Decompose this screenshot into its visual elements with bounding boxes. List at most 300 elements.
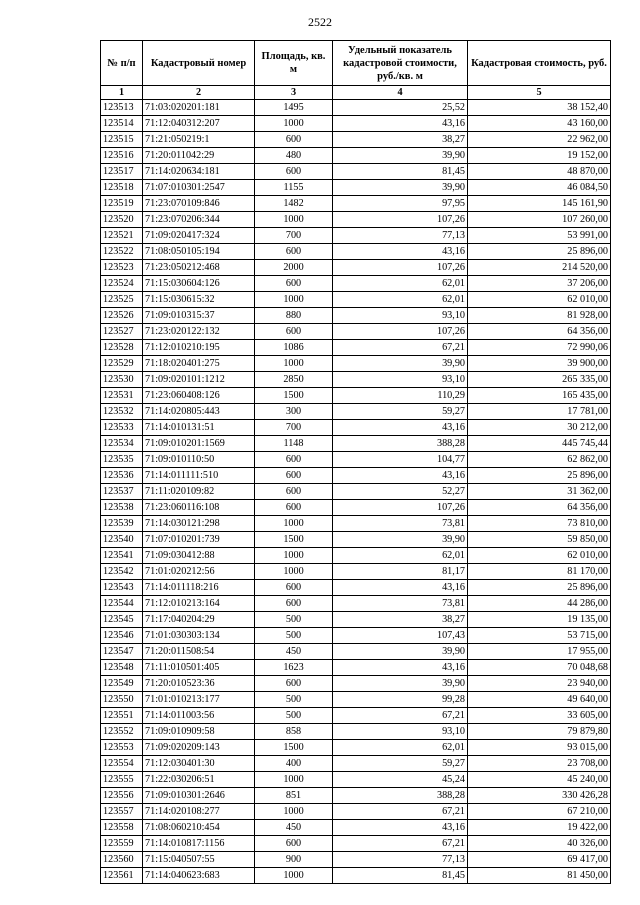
cadastral-number-cell: 71:14:011118:216 bbox=[143, 580, 255, 596]
row-number-cell: 123559 bbox=[101, 836, 143, 852]
column-number: 4 bbox=[333, 86, 468, 100]
row-number-cell: 123557 bbox=[101, 804, 143, 820]
area-cell: 500 bbox=[255, 692, 333, 708]
row-number-cell: 123514 bbox=[101, 116, 143, 132]
cadastral-value-cell: 44 286,00 bbox=[468, 596, 611, 612]
table-row bbox=[101, 484, 611, 500]
table-row bbox=[101, 596, 611, 612]
area-cell: 500 bbox=[255, 612, 333, 628]
cadastral-number-cell: 71:20:011042:29 bbox=[143, 148, 255, 164]
cadastral-number-cell: 71:23:070109:846 bbox=[143, 196, 255, 212]
cadastral-value-cell: 214 520,00 bbox=[468, 260, 611, 276]
cadastral-value-cell: 265 335,00 bbox=[468, 372, 611, 388]
cadastral-number-cell: 71:01:010213:177 bbox=[143, 692, 255, 708]
table-row bbox=[101, 820, 611, 836]
unit-value-cell: 39,90 bbox=[333, 532, 468, 548]
row-number-cell: 123550 bbox=[101, 692, 143, 708]
cadastral-number-cell: 71:15:030615:32 bbox=[143, 292, 255, 308]
cadastral-value-cell: 93 015,00 bbox=[468, 740, 611, 756]
area-cell: 880 bbox=[255, 308, 333, 324]
table-row bbox=[101, 852, 611, 868]
row-number-cell: 123552 bbox=[101, 724, 143, 740]
cadastral-number-cell: 71:14:040623:683 bbox=[143, 868, 255, 884]
unit-value-cell: 43,16 bbox=[333, 420, 468, 436]
table-row bbox=[101, 228, 611, 244]
unit-value-cell: 99,28 bbox=[333, 692, 468, 708]
unit-value-cell: 110,29 bbox=[333, 388, 468, 404]
column-number: 2 bbox=[143, 86, 255, 100]
cadastral-value-cell: 145 161,90 bbox=[468, 196, 611, 212]
table-row bbox=[101, 372, 611, 388]
row-number-cell: 123540 bbox=[101, 532, 143, 548]
table-row bbox=[101, 148, 611, 164]
area-cell: 450 bbox=[255, 644, 333, 660]
cadastral-value-cell: 81 170,00 bbox=[468, 564, 611, 580]
area-cell: 600 bbox=[255, 164, 333, 180]
cadastral-number-cell: 71:23:060408:126 bbox=[143, 388, 255, 404]
cadastral-number-cell: 71:15:040507:55 bbox=[143, 852, 255, 868]
header-area: Площадь, кв. м bbox=[255, 41, 333, 86]
cadastral-value-cell: 59 850,00 bbox=[468, 532, 611, 548]
row-number-cell: 123539 bbox=[101, 516, 143, 532]
header-row-number: № п/п bbox=[101, 41, 143, 86]
table-row bbox=[101, 564, 611, 580]
table-row bbox=[101, 276, 611, 292]
table-row bbox=[101, 196, 611, 212]
cadastral-number-cell: 71:09:010110:50 bbox=[143, 452, 255, 468]
row-number-cell: 123538 bbox=[101, 500, 143, 516]
cadastral-number-cell: 71:14:011003:56 bbox=[143, 708, 255, 724]
area-cell: 1482 bbox=[255, 196, 333, 212]
cadastral-value-cell: 72 990,06 bbox=[468, 340, 611, 356]
area-cell: 600 bbox=[255, 132, 333, 148]
area-cell: 600 bbox=[255, 596, 333, 612]
table-row bbox=[101, 244, 611, 260]
cadastral-number-cell: 71:21:050219:1 bbox=[143, 132, 255, 148]
table-row bbox=[101, 724, 611, 740]
cadastral-value-cell: 46 084,50 bbox=[468, 180, 611, 196]
unit-value-cell: 107,26 bbox=[333, 324, 468, 340]
table-row bbox=[101, 308, 611, 324]
cadastral-number-cell: 71:23:050212:468 bbox=[143, 260, 255, 276]
cadastral-number-cell: 71:01:020212:56 bbox=[143, 564, 255, 580]
column-number-row bbox=[101, 86, 611, 100]
cadastral-number-cell: 71:23:070206:344 bbox=[143, 212, 255, 228]
row-number-cell: 123533 bbox=[101, 420, 143, 436]
area-cell: 400 bbox=[255, 756, 333, 772]
unit-value-cell: 73,81 bbox=[333, 596, 468, 612]
cadastral-value-cell: 73 810,00 bbox=[468, 516, 611, 532]
header-unit-value: Удельный показатель кадастровой стоимости, руб./кв. м bbox=[333, 41, 468, 86]
table-row bbox=[101, 836, 611, 852]
table-row bbox=[101, 100, 611, 116]
area-cell: 2000 bbox=[255, 260, 333, 276]
row-number-cell: 123551 bbox=[101, 708, 143, 724]
cadastral-value-cell: 330 426,28 bbox=[468, 788, 611, 804]
table-row bbox=[101, 644, 611, 660]
area-cell: 600 bbox=[255, 452, 333, 468]
table-row bbox=[101, 516, 611, 532]
area-cell: 450 bbox=[255, 820, 333, 836]
table-row bbox=[101, 500, 611, 516]
area-cell: 500 bbox=[255, 628, 333, 644]
cadastral-value-cell: 445 745,44 bbox=[468, 436, 611, 452]
cadastral-value-cell: 19 422,00 bbox=[468, 820, 611, 836]
cadastral-value-cell: 70 048,68 bbox=[468, 660, 611, 676]
row-number-cell: 123549 bbox=[101, 676, 143, 692]
cadastral-value-cell: 81 450,00 bbox=[468, 868, 611, 884]
area-cell: 700 bbox=[255, 228, 333, 244]
unit-value-cell: 73,81 bbox=[333, 516, 468, 532]
area-cell: 1500 bbox=[255, 532, 333, 548]
unit-value-cell: 77,13 bbox=[333, 852, 468, 868]
area-cell: 1000 bbox=[255, 548, 333, 564]
unit-value-cell: 107,26 bbox=[333, 500, 468, 516]
cadastral-number-cell: 71:09:020209:143 bbox=[143, 740, 255, 756]
row-number-cell: 123529 bbox=[101, 356, 143, 372]
unit-value-cell: 81,17 bbox=[333, 564, 468, 580]
cadastral-number-cell: 71:09:020101:1212 bbox=[143, 372, 255, 388]
cadastral-number-cell: 71:15:030604:126 bbox=[143, 276, 255, 292]
cadastral-number-cell: 71:23:060116:108 bbox=[143, 500, 255, 516]
unit-value-cell: 62,01 bbox=[333, 548, 468, 564]
cadastral-value-cell: 25 896,00 bbox=[468, 580, 611, 596]
row-number-cell: 123532 bbox=[101, 404, 143, 420]
cadastral-value-cell: 69 417,00 bbox=[468, 852, 611, 868]
row-number-cell: 123531 bbox=[101, 388, 143, 404]
area-cell: 1500 bbox=[255, 740, 333, 756]
cadastral-number-cell: 71:14:020805:443 bbox=[143, 404, 255, 420]
unit-value-cell: 107,26 bbox=[333, 212, 468, 228]
cadastral-number-cell: 71:01:030303:134 bbox=[143, 628, 255, 644]
unit-value-cell: 62,01 bbox=[333, 740, 468, 756]
cadastral-number-cell: 71:14:010817:1156 bbox=[143, 836, 255, 852]
row-number-cell: 123519 bbox=[101, 196, 143, 212]
unit-value-cell: 81,45 bbox=[333, 164, 468, 180]
cadastral-number-cell: 71:12:040312:207 bbox=[143, 116, 255, 132]
row-number-cell: 123561 bbox=[101, 868, 143, 884]
cadastral-value-cell: 62 862,00 bbox=[468, 452, 611, 468]
unit-value-cell: 39,90 bbox=[333, 180, 468, 196]
area-cell: 1000 bbox=[255, 804, 333, 820]
column-number: 1 bbox=[101, 86, 143, 100]
unit-value-cell: 388,28 bbox=[333, 436, 468, 452]
table-row bbox=[101, 340, 611, 356]
table-row bbox=[101, 676, 611, 692]
cadastral-number-cell: 71:20:011508:54 bbox=[143, 644, 255, 660]
row-number-cell: 123536 bbox=[101, 468, 143, 484]
cadastral-value-cell: 165 435,00 bbox=[468, 388, 611, 404]
area-cell: 500 bbox=[255, 708, 333, 724]
unit-value-cell: 25,52 bbox=[333, 100, 468, 116]
cadastral-value-cell: 22 962,00 bbox=[468, 132, 611, 148]
row-number-cell: 123528 bbox=[101, 340, 143, 356]
area-cell: 1155 bbox=[255, 180, 333, 196]
row-number-cell: 123535 bbox=[101, 452, 143, 468]
cadastral-value-cell: 37 206,00 bbox=[468, 276, 611, 292]
row-number-cell: 123513 bbox=[101, 100, 143, 116]
cadastral-number-cell: 71:20:010523:36 bbox=[143, 676, 255, 692]
row-number-cell: 123553 bbox=[101, 740, 143, 756]
area-cell: 300 bbox=[255, 404, 333, 420]
table-row bbox=[101, 260, 611, 276]
table-row bbox=[101, 788, 611, 804]
row-number-cell: 123521 bbox=[101, 228, 143, 244]
unit-value-cell: 43,16 bbox=[333, 468, 468, 484]
row-number-cell: 123534 bbox=[101, 436, 143, 452]
cadastral-number-cell: 71:11:020109:82 bbox=[143, 484, 255, 500]
table-row bbox=[101, 692, 611, 708]
area-cell: 1000 bbox=[255, 292, 333, 308]
unit-value-cell: 67,21 bbox=[333, 804, 468, 820]
cadastral-number-cell: 71:11:010501:405 bbox=[143, 660, 255, 676]
cadastral-value-cell: 67 210,00 bbox=[468, 804, 611, 820]
row-number-cell: 123525 bbox=[101, 292, 143, 308]
table-row bbox=[101, 548, 611, 564]
unit-value-cell: 52,27 bbox=[333, 484, 468, 500]
area-cell: 600 bbox=[255, 836, 333, 852]
row-number-cell: 123516 bbox=[101, 148, 143, 164]
unit-value-cell: 38,27 bbox=[333, 612, 468, 628]
cadastral-value-cell: 19 152,00 bbox=[468, 148, 611, 164]
cadastral-number-cell: 71:09:010315:37 bbox=[143, 308, 255, 324]
row-number-cell: 123554 bbox=[101, 756, 143, 772]
cadastral-number-cell: 71:23:020122:132 bbox=[143, 324, 255, 340]
unit-value-cell: 43,16 bbox=[333, 820, 468, 836]
cadastral-value-cell: 79 879,80 bbox=[468, 724, 611, 740]
unit-value-cell: 43,16 bbox=[333, 244, 468, 260]
table-row bbox=[101, 612, 611, 628]
table-row bbox=[101, 164, 611, 180]
unit-value-cell: 93,10 bbox=[333, 308, 468, 324]
row-number-cell: 123545 bbox=[101, 612, 143, 628]
cadastral-number-cell: 71:08:050105:194 bbox=[143, 244, 255, 260]
unit-value-cell: 38,27 bbox=[333, 132, 468, 148]
table-body bbox=[101, 100, 611, 884]
cadastral-number-cell: 71:09:020417:324 bbox=[143, 228, 255, 244]
cadastral-number-cell: 71:14:020634:181 bbox=[143, 164, 255, 180]
area-cell: 1000 bbox=[255, 564, 333, 580]
unit-value-cell: 107,43 bbox=[333, 628, 468, 644]
cadastral-value-cell: 30 212,00 bbox=[468, 420, 611, 436]
cadastral-number-cell: 71:22:030206:51 bbox=[143, 772, 255, 788]
row-number-cell: 123548 bbox=[101, 660, 143, 676]
cadastral-value-cell: 33 605,00 bbox=[468, 708, 611, 724]
cadastral-value-cell: 64 356,00 bbox=[468, 500, 611, 516]
unit-value-cell: 107,26 bbox=[333, 260, 468, 276]
area-cell: 1148 bbox=[255, 436, 333, 452]
cadastral-value-cell: 17 955,00 bbox=[468, 644, 611, 660]
area-cell: 1086 bbox=[255, 340, 333, 356]
table-row bbox=[101, 132, 611, 148]
cadastral-value-cell: 31 362,00 bbox=[468, 484, 611, 500]
unit-value-cell: 81,45 bbox=[333, 868, 468, 884]
page-number: 2522 bbox=[308, 15, 332, 29]
unit-value-cell: 59,27 bbox=[333, 756, 468, 772]
unit-value-cell: 388,28 bbox=[333, 788, 468, 804]
cadastral-number-cell: 71:14:011111:510 bbox=[143, 468, 255, 484]
area-cell: 1000 bbox=[255, 772, 333, 788]
cadastral-value-cell: 39 900,00 bbox=[468, 356, 611, 372]
area-cell: 600 bbox=[255, 676, 333, 692]
table-row bbox=[101, 436, 611, 452]
unit-value-cell: 67,21 bbox=[333, 836, 468, 852]
row-number-cell: 123558 bbox=[101, 820, 143, 836]
area-cell: 600 bbox=[255, 276, 333, 292]
cadastral-value-cell: 23 940,00 bbox=[468, 676, 611, 692]
cadastral-number-cell: 71:18:020401:275 bbox=[143, 356, 255, 372]
cadastral-number-cell: 71:07:010201:739 bbox=[143, 532, 255, 548]
table-row bbox=[101, 660, 611, 676]
unit-value-cell: 62,01 bbox=[333, 292, 468, 308]
row-number-cell: 123520 bbox=[101, 212, 143, 228]
cadastral-number-cell: 71:14:030121:298 bbox=[143, 516, 255, 532]
row-number-cell: 123542 bbox=[101, 564, 143, 580]
cadastral-value-cell: 38 152,40 bbox=[468, 100, 611, 116]
area-cell: 1000 bbox=[255, 356, 333, 372]
area-cell: 1623 bbox=[255, 660, 333, 676]
area-cell: 858 bbox=[255, 724, 333, 740]
table-row bbox=[101, 116, 611, 132]
header-cadastral-value: Кадастровая стоимость, руб. bbox=[468, 41, 611, 86]
unit-value-cell: 93,10 bbox=[333, 372, 468, 388]
cadastral-number-cell: 71:14:020108:277 bbox=[143, 804, 255, 820]
cadastral-number-cell: 71:09:010201:1569 bbox=[143, 436, 255, 452]
area-cell: 1000 bbox=[255, 212, 333, 228]
cadastral-value-cell: 62 010,00 bbox=[468, 548, 611, 564]
area-cell: 1500 bbox=[255, 388, 333, 404]
cadastral-number-cell: 71:14:010131:51 bbox=[143, 420, 255, 436]
cadastral-number-cell: 71:12:010213:164 bbox=[143, 596, 255, 612]
unit-value-cell: 43,16 bbox=[333, 580, 468, 596]
row-number-cell: 123517 bbox=[101, 164, 143, 180]
unit-value-cell: 39,90 bbox=[333, 148, 468, 164]
cadastral-value-cell: 19 135,00 bbox=[468, 612, 611, 628]
area-cell: 2850 bbox=[255, 372, 333, 388]
cadastral-value-cell: 49 640,00 bbox=[468, 692, 611, 708]
table-row bbox=[101, 740, 611, 756]
table-header-row bbox=[101, 41, 611, 86]
unit-value-cell: 97,95 bbox=[333, 196, 468, 212]
column-number: 3 bbox=[255, 86, 333, 100]
unit-value-cell: 67,21 bbox=[333, 708, 468, 724]
table-row bbox=[101, 356, 611, 372]
area-cell: 600 bbox=[255, 244, 333, 260]
cadastral-value-cell: 62 010,00 bbox=[468, 292, 611, 308]
cadastral-number-cell: 71:12:030401:30 bbox=[143, 756, 255, 772]
cadastral-number-cell: 71:09:010909:58 bbox=[143, 724, 255, 740]
cadastral-value-cell: 53 715,00 bbox=[468, 628, 611, 644]
area-cell: 1000 bbox=[255, 116, 333, 132]
row-number-cell: 123526 bbox=[101, 308, 143, 324]
table-row bbox=[101, 468, 611, 484]
area-cell: 900 bbox=[255, 852, 333, 868]
row-number-cell: 123523 bbox=[101, 260, 143, 276]
cadastral-value-cell: 23 708,00 bbox=[468, 756, 611, 772]
row-number-cell: 123537 bbox=[101, 484, 143, 500]
row-number-cell: 123560 bbox=[101, 852, 143, 868]
cadastral-number-cell: 71:07:010301:2547 bbox=[143, 180, 255, 196]
cadastral-number-cell: 71:17:040204:29 bbox=[143, 612, 255, 628]
table-row bbox=[101, 756, 611, 772]
cadastral-value-cell: 81 928,00 bbox=[468, 308, 611, 324]
table-row bbox=[101, 404, 611, 420]
cadastral-number-cell: 71:12:010210:195 bbox=[143, 340, 255, 356]
table-row bbox=[101, 212, 611, 228]
area-cell: 851 bbox=[255, 788, 333, 804]
table-row bbox=[101, 868, 611, 884]
row-number-cell: 123543 bbox=[101, 580, 143, 596]
cadastral-value-cell: 25 896,00 bbox=[468, 244, 611, 260]
table-row bbox=[101, 708, 611, 724]
unit-value-cell: 77,13 bbox=[333, 228, 468, 244]
row-number-cell: 123515 bbox=[101, 132, 143, 148]
cadastral-value-cell: 53 991,00 bbox=[468, 228, 611, 244]
header-cadastral-number: Кадастровый номер bbox=[143, 41, 255, 86]
table-row bbox=[101, 324, 611, 340]
table-row bbox=[101, 772, 611, 788]
table-row bbox=[101, 628, 611, 644]
cadastral-number-cell: 71:09:010301:2646 bbox=[143, 788, 255, 804]
cadastral-value-cell: 40 326,00 bbox=[468, 836, 611, 852]
unit-value-cell: 39,90 bbox=[333, 644, 468, 660]
area-cell: 700 bbox=[255, 420, 333, 436]
unit-value-cell: 67,21 bbox=[333, 340, 468, 356]
area-cell: 1495 bbox=[255, 100, 333, 116]
cadastral-value-cell: 25 896,00 bbox=[468, 468, 611, 484]
table-row bbox=[101, 292, 611, 308]
cadastral-value-cell: 43 160,00 bbox=[468, 116, 611, 132]
area-cell: 600 bbox=[255, 500, 333, 516]
column-number: 5 bbox=[468, 86, 611, 100]
table-row bbox=[101, 452, 611, 468]
table-row bbox=[101, 580, 611, 596]
row-number-cell: 123530 bbox=[101, 372, 143, 388]
row-number-cell: 123541 bbox=[101, 548, 143, 564]
area-cell: 600 bbox=[255, 484, 333, 500]
cadastral-value-cell: 45 240,00 bbox=[468, 772, 611, 788]
area-cell: 480 bbox=[255, 148, 333, 164]
area-cell: 600 bbox=[255, 580, 333, 596]
row-number-cell: 123547 bbox=[101, 644, 143, 660]
row-number-cell: 123527 bbox=[101, 324, 143, 340]
table-row bbox=[101, 180, 611, 196]
unit-value-cell: 62,01 bbox=[333, 276, 468, 292]
area-cell: 600 bbox=[255, 468, 333, 484]
row-number-cell: 123518 bbox=[101, 180, 143, 196]
cadastral-number-cell: 71:08:060210:454 bbox=[143, 820, 255, 836]
row-number-cell: 123546 bbox=[101, 628, 143, 644]
unit-value-cell: 39,90 bbox=[333, 356, 468, 372]
cadastral-value-cell: 48 870,00 bbox=[468, 164, 611, 180]
table-row bbox=[101, 388, 611, 404]
unit-value-cell: 45,24 bbox=[333, 772, 468, 788]
cadastral-value-cell: 107 260,00 bbox=[468, 212, 611, 228]
cadastral-value-table bbox=[100, 40, 611, 884]
cadastral-value-cell: 64 356,00 bbox=[468, 324, 611, 340]
area-cell: 600 bbox=[255, 324, 333, 340]
row-number-cell: 123544 bbox=[101, 596, 143, 612]
row-number-cell: 123522 bbox=[101, 244, 143, 260]
table-row bbox=[101, 532, 611, 548]
area-cell: 1000 bbox=[255, 516, 333, 532]
cadastral-number-cell: 71:03:020201:181 bbox=[143, 100, 255, 116]
row-number-cell: 123555 bbox=[101, 772, 143, 788]
cadastral-number-cell: 71:09:030412:88 bbox=[143, 548, 255, 564]
area-cell: 1000 bbox=[255, 868, 333, 884]
row-number-cell: 123524 bbox=[101, 276, 143, 292]
row-number-cell: 123556 bbox=[101, 788, 143, 804]
